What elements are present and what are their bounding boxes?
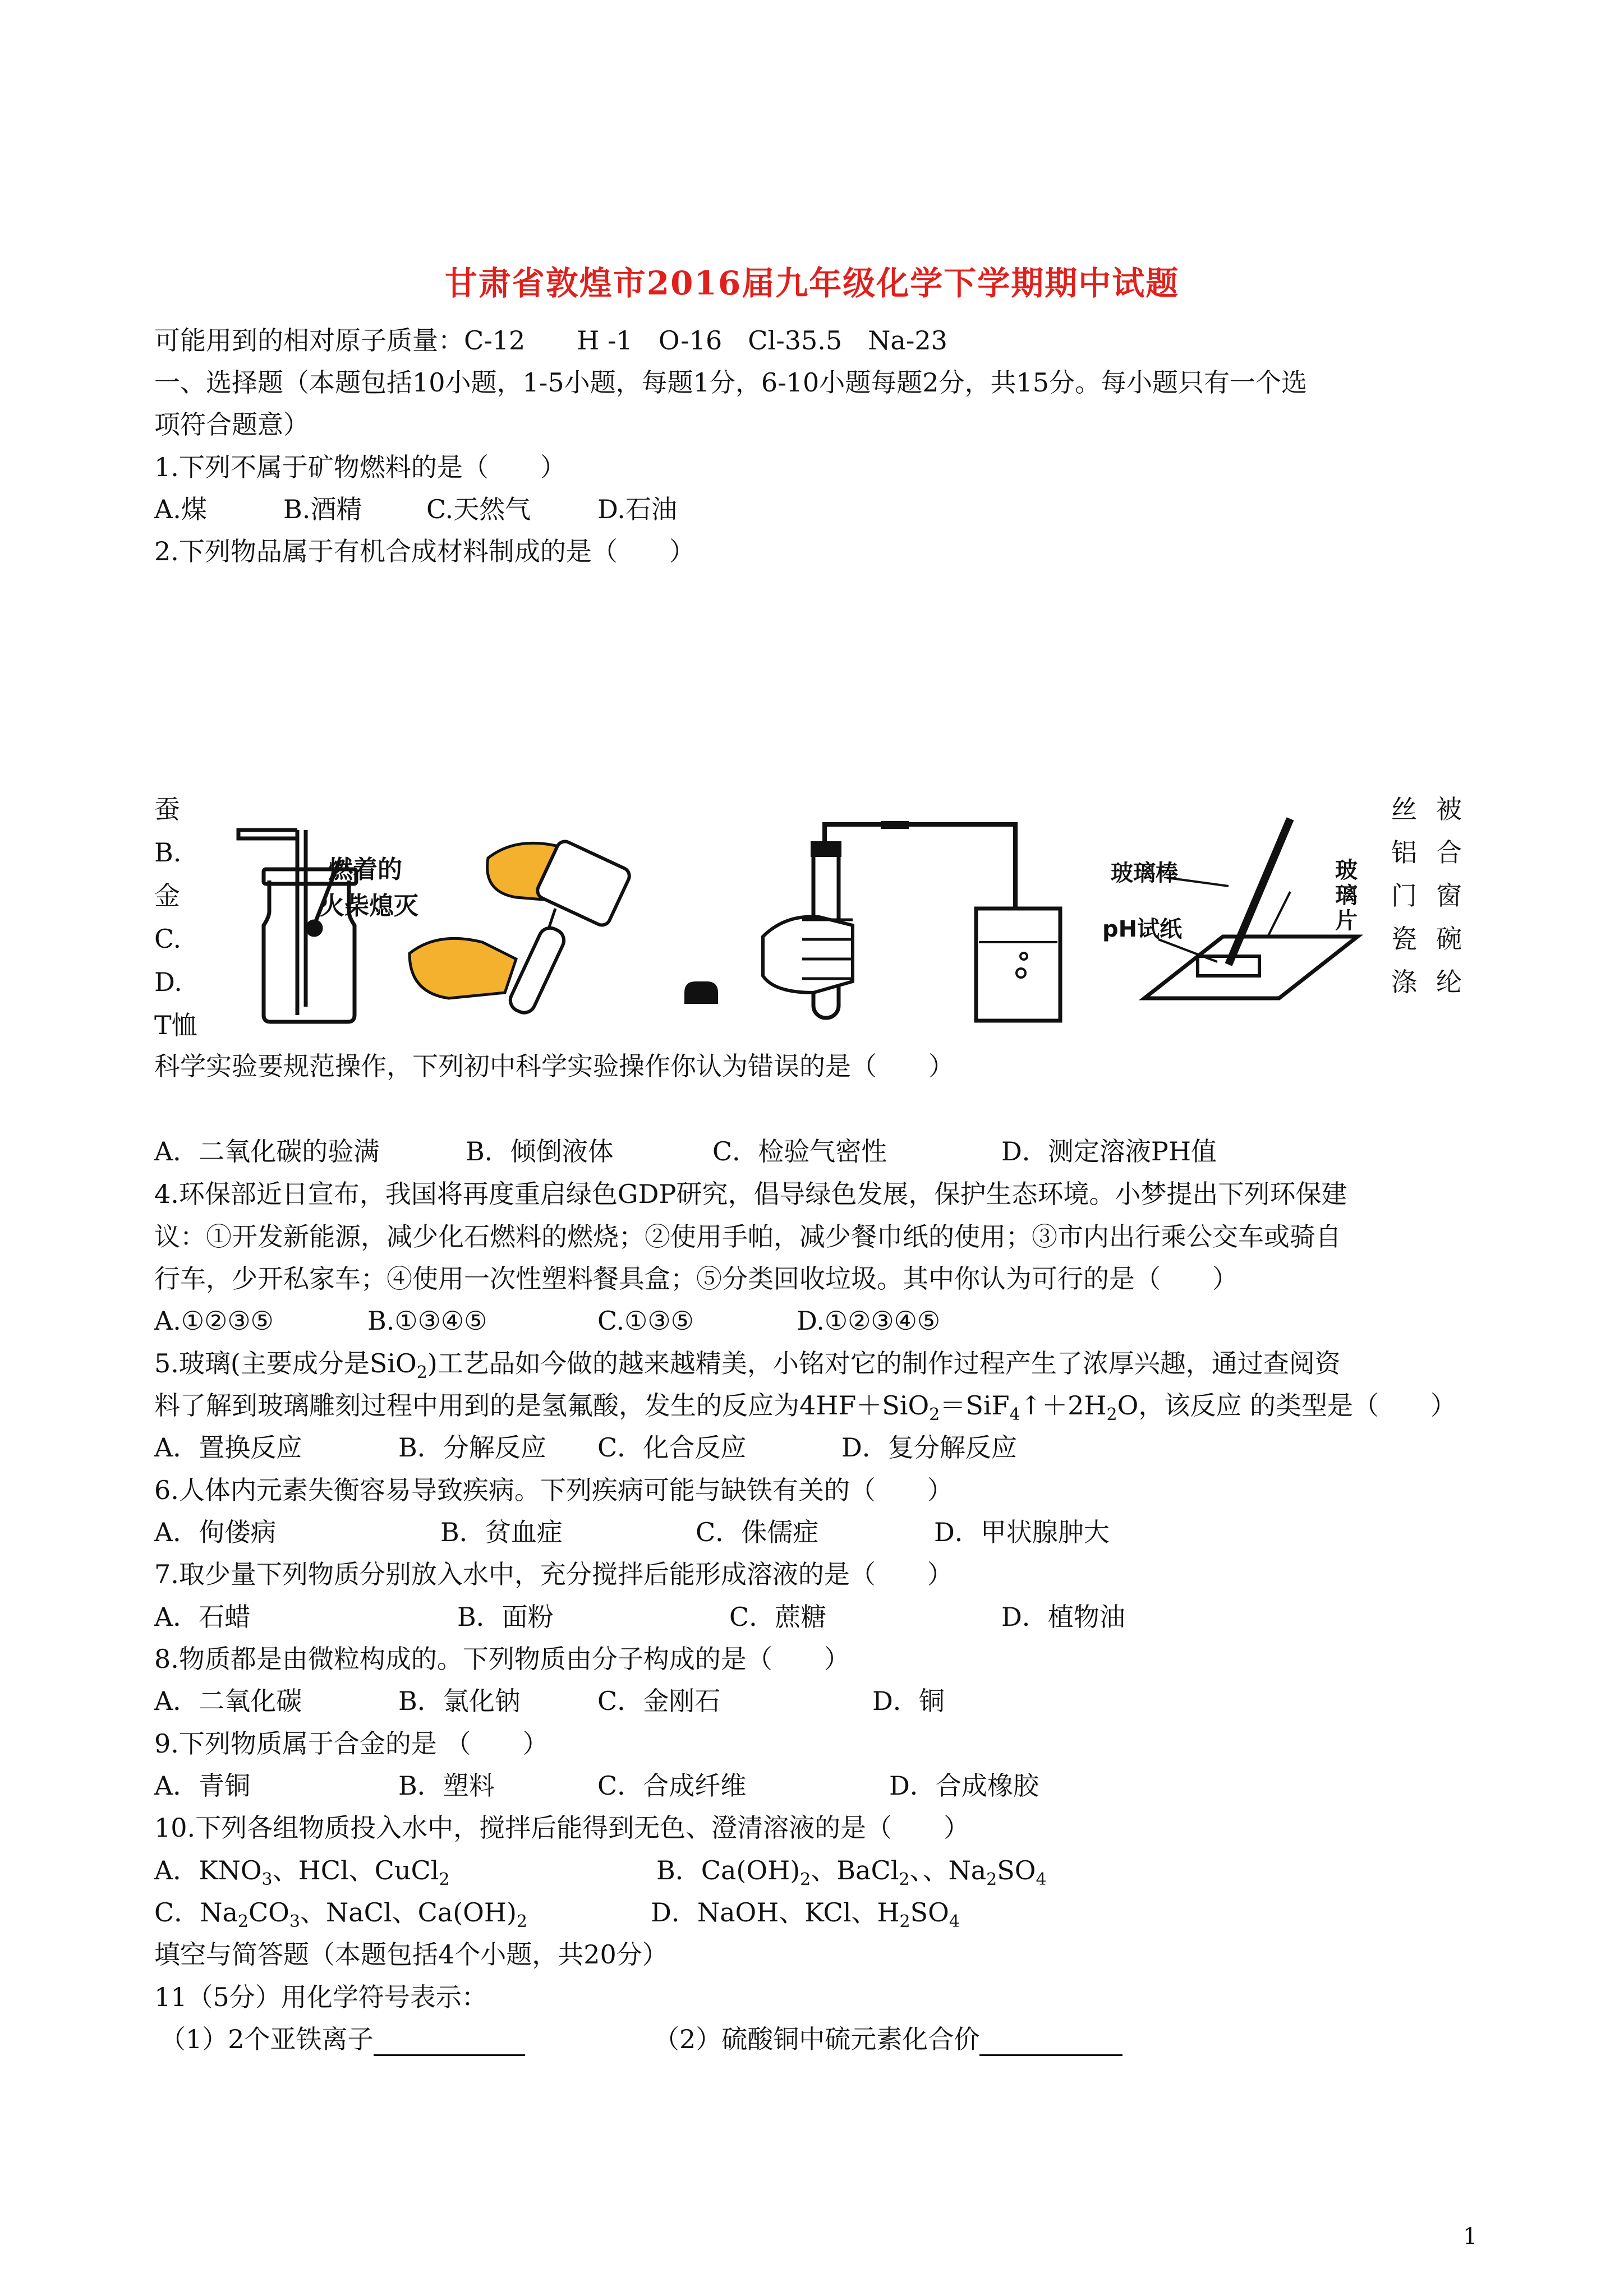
q2-right-fragment: 合	[1436, 837, 1462, 868]
section1-heading-line1: 一、选择题（本题包括10小题，1-5小题，每题1分，6-10小题每题2分，共15分。每小题只有一个选	[154, 367, 1308, 398]
q2-right-fragment: 纶	[1436, 967, 1462, 997]
q10-option-d	[651, 1896, 960, 1939]
q5-line1-sub: 2	[416, 1363, 427, 1383]
q4-option-b: B.①③④⑤	[367, 1306, 487, 1336]
q9-option-c: C．合成纤维	[597, 1771, 747, 1801]
q2-right-fragment: 瓷	[1391, 924, 1417, 954]
q2-left-fragment: 蚕	[154, 794, 180, 824]
q3-stem: 科学实验要规范操作，下列初中科学实验操作你认为错误的是（ ）	[154, 1051, 954, 1081]
q7-option-a: A．石蜡	[154, 1602, 251, 1632]
q10-option-a	[154, 1854, 450, 1897]
page-title: 甘肃省敦煌市2016届九年级化学下学期期中试题	[444, 264, 1180, 302]
q10-a-part: A．KNO	[154, 1855, 262, 1885]
q8-option-c: C．金刚石	[597, 1686, 721, 1716]
q2-right-fragment: 窗	[1436, 880, 1462, 911]
q7-stem: 7.取少量下列物质分别放入水中，充分搅拌后能形成溶液的是（ ）	[154, 1559, 953, 1589]
ph-paper-label: pH试纸	[1102, 916, 1183, 942]
q10-c-part: C．Na	[154, 1897, 238, 1928]
q2-right-fragments-col2	[1436, 788, 1462, 1004]
q10-stem: 10.下列各组物质投入水中，搅拌后能得到无色、澄清溶液的是（ ）	[154, 1813, 970, 1843]
q8-option-d: D．铜	[872, 1686, 945, 1716]
q8-option-a: A．二氧化碳	[154, 1686, 302, 1716]
q11-part1-label: （1）2个亚铁离子	[160, 2024, 374, 2054]
q9-option-a: A．青铜	[154, 1771, 251, 1801]
q2-right-fragment: 涤	[1391, 967, 1417, 997]
q10-a-sub: 3	[261, 1870, 273, 1890]
q5-option-d: D．复分解反应	[841, 1432, 1017, 1463]
q4-option-a: A.①②③⑤	[154, 1306, 274, 1336]
q5-line1	[154, 1347, 1341, 1390]
glass-label-2: 璃	[1335, 883, 1358, 909]
q2-right-fragments-col1	[1391, 788, 1417, 1004]
q10-c-part: CO	[248, 1897, 289, 1928]
q10-c-sub: 2	[516, 1912, 528, 1932]
q9-option-b: B．塑料	[398, 1771, 495, 1801]
section2-heading: 填空与简答题（本题包括4个小题，共20分）	[154, 1939, 668, 1970]
q5-option-b: B．分解反应	[398, 1432, 546, 1463]
q11-part1	[160, 2022, 525, 2056]
q5-line2-sub2: 4	[1009, 1405, 1020, 1425]
q1-option-a: A.煤	[154, 494, 207, 524]
q6-option-d: D．甲状腺肿大	[934, 1517, 1110, 1547]
glass-label-3: 片	[1335, 908, 1358, 934]
q10-c-sub: 3	[289, 1912, 300, 1932]
q1-option-b: B.酒精	[283, 494, 362, 524]
q10-d-sub: 4	[949, 1912, 960, 1932]
q8-stem: 8.物质都是由微粒构成的。下列物质由分子构成的是（ ）	[154, 1644, 850, 1674]
q5-line2	[154, 1389, 1456, 1432]
q2-left-fragment: T恤	[154, 1010, 197, 1040]
q4-option-d: D.①②③④⑤	[797, 1306, 941, 1336]
q7-option-b: B．面粉	[457, 1602, 554, 1632]
q9-option-d: D．合成橡胶	[889, 1771, 1039, 1801]
page-number: 1	[1463, 2224, 1478, 2249]
q10-a-part: 、HCl、CuCl	[272, 1855, 439, 1885]
pouring-liquid-illustration	[410, 839, 718, 1017]
q11-part2-blank[interactable]	[979, 2027, 1122, 2056]
q2-right-fragment: 丝	[1391, 794, 1417, 824]
q1-option-d: D.石油	[597, 494, 677, 524]
q10-b-part: 、、Na	[909, 1855, 987, 1885]
lab-operations-figure	[224, 813, 1391, 1026]
q6-option-b: B．贫血症	[440, 1517, 563, 1547]
q1-option-c: C.天然气	[426, 494, 531, 524]
q6-option-a: A．佝偻病	[154, 1517, 277, 1547]
section1-heading-line2: 项符合题意）	[154, 409, 309, 440]
q10-b-part: SO	[997, 1855, 1036, 1885]
q10-b-part: B．Ca(OH)	[656, 1855, 801, 1885]
q4-option-c: C.①③⑤	[597, 1306, 694, 1336]
q1-stem: 1.下列不属于矿物燃料的是（ ）	[154, 452, 566, 482]
q5-line2-text-c: ↑＋2H	[1020, 1390, 1107, 1421]
q5-line2-sub3: 2	[1106, 1405, 1117, 1425]
q2-left-fragment: B.	[154, 837, 182, 868]
q3-option-a: A．二氧化碳的验满	[154, 1136, 380, 1167]
ph-test-illustration	[1144, 819, 1358, 998]
q11-part2-label: （2）硫酸铜中硫元素化合价	[654, 2024, 980, 2054]
q10-b-sub: 2	[800, 1870, 811, 1890]
q10-b-part: 、BaCl	[811, 1855, 899, 1885]
q10-d-sub: 2	[899, 1912, 910, 1932]
q10-c-sub: 2	[237, 1912, 249, 1932]
q5-line1-text-b: )工艺品如今做的越来越精美，小铭对它的制作过程产生了浓厚兴趣，通过查阅资	[427, 1348, 1341, 1378]
atomic-masses: 可能用到的相对原子质量：C-12 H -1 O-16 Cl-35.5 Na-23	[154, 325, 947, 356]
q2-left-fragments	[154, 788, 197, 1047]
q11-part2	[654, 2022, 1122, 2056]
q11-part1-blank[interactable]	[374, 2027, 525, 2056]
q5-option-a: A．置换反应	[154, 1432, 302, 1463]
q10-option-c	[154, 1896, 527, 1939]
q5-option-c: C．化合反应	[597, 1432, 747, 1463]
q5-line2-sub1: 2	[929, 1405, 940, 1425]
flame-label-line1: 燃着的	[328, 855, 402, 884]
q2-right-fragment: 碗	[1436, 924, 1462, 954]
q4-line2: 议：①开发新能源，减少化石燃料的燃烧；②使用手帕，减少餐巾纸的使用；③市内出行乘公交车或骑自	[154, 1221, 1341, 1252]
q6-stem: 6.人体内元素失衡容易导致疾病。下列疾病可能与缺铁有关的（ ）	[154, 1475, 953, 1505]
q2-right-fragment: 铝	[1391, 837, 1417, 868]
q3-option-c: C．检验气密性	[712, 1136, 887, 1167]
q4-line1: 4.环保部近日宣布，我国将再度重启绿色GDP研究，倡导绿色发展，保护生态环境。小梦提出下列环保建	[154, 1179, 1347, 1209]
q3-option-d: D．测定溶液PH值	[1001, 1136, 1217, 1167]
glass-label-1: 玻	[1335, 857, 1358, 883]
q10-c-part: 、NaCl、Ca(OH)	[300, 1897, 517, 1928]
rod-label: 玻璃棒	[1111, 860, 1178, 886]
q9-stem: 9.下列物质属于合金的是 （ ）	[154, 1728, 549, 1759]
flame-label-line2: 火柴熄灭	[320, 892, 418, 920]
q3-option-b: B．倾倒液体	[466, 1136, 614, 1167]
q10-option-b	[656, 1854, 1047, 1897]
q5-line2-text-d: O，该反应 的类型是（ ）	[1117, 1390, 1456, 1421]
q5-line1-text-a: 5.玻璃(主要成分是SiO	[154, 1348, 417, 1378]
q5-line2-text-a: 料了解到玻璃雕刻过程中用到的是氢氟酸，发生的反应为4HF＋SiO	[154, 1390, 930, 1421]
q7-option-c: C．蔗糖	[729, 1602, 827, 1632]
q4-line3: 行车，少开私家车；④使用一次性塑料餐具盒；⑤分类回收垃圾。其中你认为可行的是（ ）	[154, 1264, 1238, 1294]
q10-b-sub: 2	[899, 1870, 910, 1890]
q2-left-fragment: 金	[154, 880, 180, 911]
q2-right-fragment: 门	[1391, 880, 1417, 911]
q11-stem: 11（5分）用化学符号表示：	[154, 1982, 487, 2012]
q10-d-part: D．NaOH、KCl、H	[651, 1897, 900, 1928]
q10-d-part: SO	[910, 1897, 949, 1928]
q8-option-b: B．氯化钠	[398, 1686, 521, 1716]
q6-option-c: C．侏儒症	[696, 1517, 819, 1547]
q5-line2-text-b: ＝SiF	[940, 1390, 1010, 1421]
q10-b-sub: 4	[1036, 1870, 1047, 1890]
q2-right-fragment: 被	[1436, 794, 1462, 824]
airtightness-check-illustration	[763, 821, 1060, 1021]
q10-b-sub: 2	[986, 1870, 997, 1890]
q7-option-d: D．植物油	[1001, 1602, 1125, 1632]
q2-stem: 2.下列物品属于有机合成材料制成的是（ ）	[154, 536, 695, 566]
q2-left-fragment: D.	[154, 967, 182, 997]
q10-a-sub: 2	[439, 1870, 450, 1890]
q2-left-fragment: C.	[154, 924, 182, 954]
